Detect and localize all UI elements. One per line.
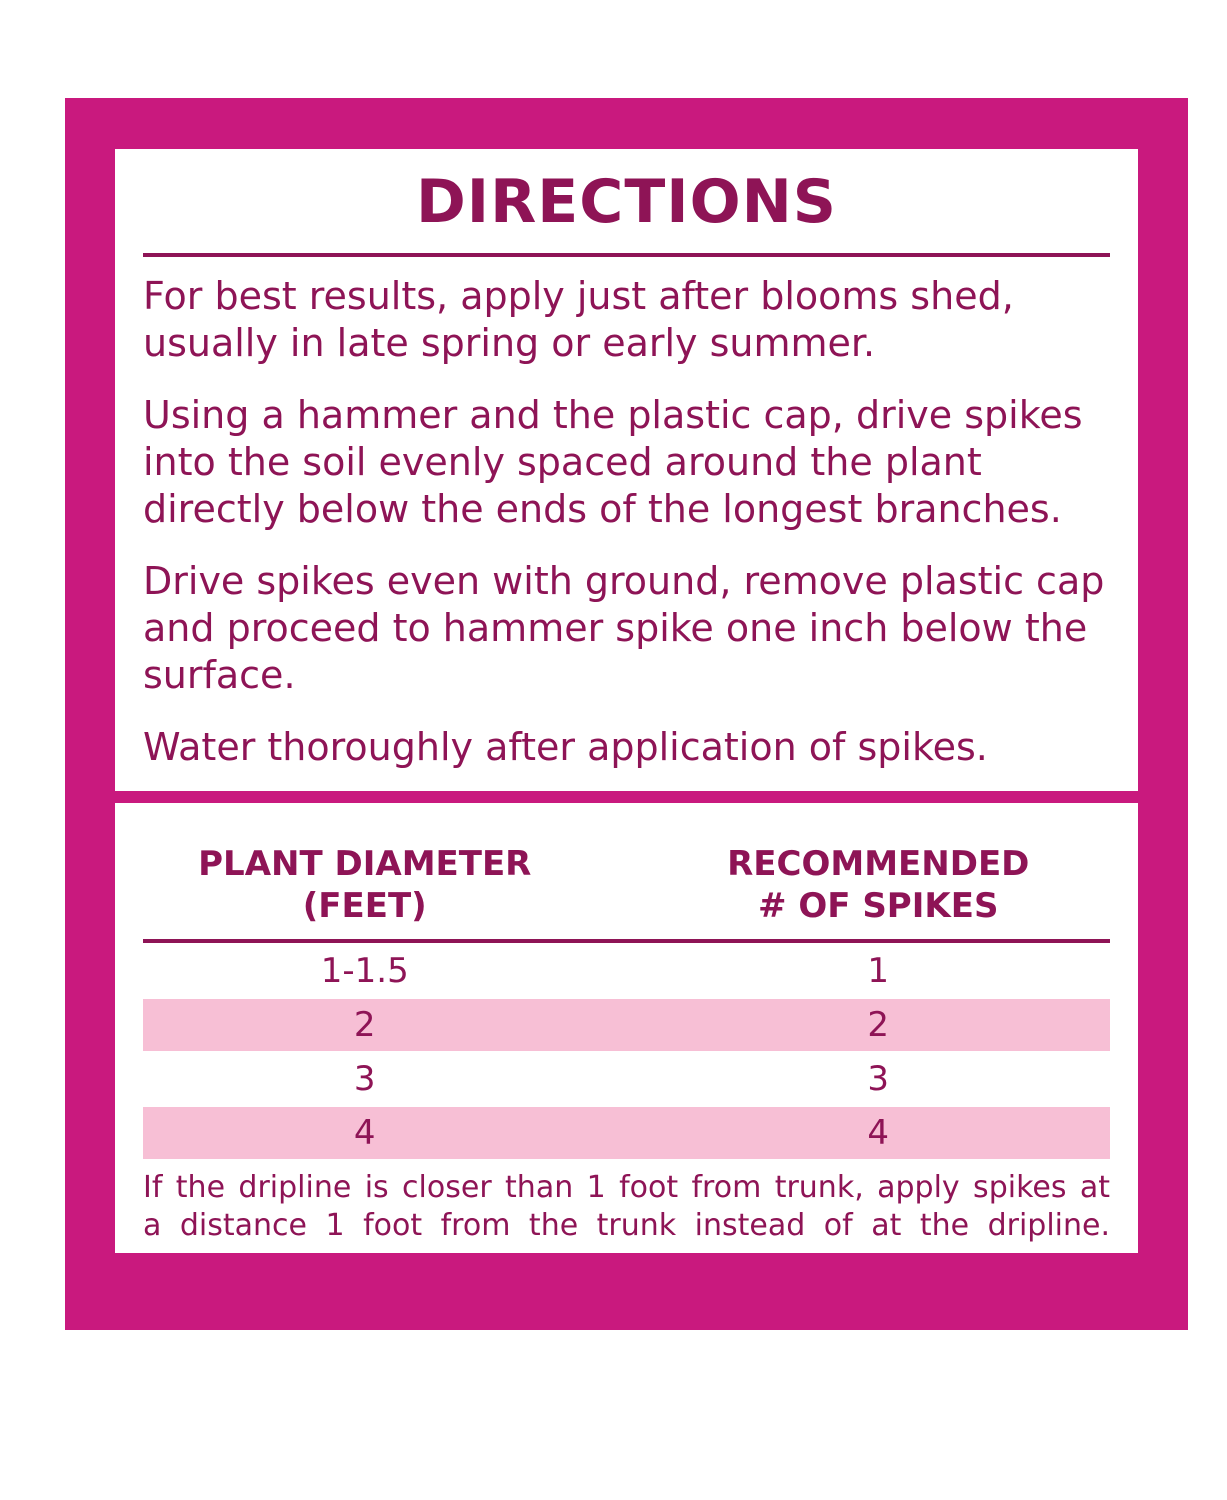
direction-line: Water thoroughly after application of spikes. [143, 725, 988, 769]
direction-line: directly below the ends of the longest branches. [143, 487, 1062, 531]
table-header [143, 843, 1110, 939]
direction-line: Using a hammer and the plastic cap, drive spikes [143, 393, 1083, 437]
direction-line: and proceed to hammer spike one inch below the [143, 606, 1088, 650]
header-recommended-spikes [627, 843, 1111, 939]
table-row [143, 945, 1110, 997]
header-line: RECOMMENDED [727, 844, 1030, 884]
title-divider [143, 253, 1110, 257]
table-row [143, 1107, 1110, 1159]
direction-line: surface. [143, 653, 296, 697]
directions-title: DIRECTIONS [415, 167, 838, 237]
direction-paragraph-4 [143, 724, 1110, 771]
footnote-line: a distance 1 foot from the trunk instead of at the dripline. [143, 1208, 1110, 1243]
spike-table-panel [115, 803, 1138, 1253]
footnote-line: If the dripline is closer than 1 foot from trunk, apply spikes at [143, 1170, 1110, 1205]
cell-spikes: 3 [867, 1059, 890, 1099]
cell-diameter: 3 [353, 1059, 376, 1099]
direction-line: usually in late spring or early summer. [143, 321, 876, 365]
cell-spikes: 1 [867, 951, 890, 991]
direction-line: For best results, apply just after blooms shed, [143, 274, 1014, 318]
header-line: PLANT DIAMETER [198, 844, 532, 884]
direction-line: into the soil evenly spaced around the plant [143, 440, 982, 484]
table-row [143, 999, 1110, 1051]
dripline-footnote [143, 1169, 1110, 1245]
cell-spikes: 2 [867, 1005, 890, 1045]
cell-diameter: 1-1.5 [320, 951, 409, 991]
direction-line: Drive spikes even with ground, remove plastic cap [143, 559, 1105, 603]
cell-diameter: 2 [353, 1005, 376, 1045]
cell-spikes: 4 [867, 1113, 890, 1153]
header-divider [143, 939, 1110, 943]
direction-paragraph-3 [143, 558, 1110, 699]
table-row [143, 1053, 1110, 1105]
direction-paragraph-2 [143, 392, 1110, 533]
spike-table [143, 843, 1110, 1245]
direction-paragraph-1 [143, 273, 1110, 367]
header-line: (FEET) [302, 886, 427, 926]
header-plant-diameter [143, 843, 627, 939]
cell-diameter: 4 [353, 1113, 376, 1153]
header-line: # OF SPIKES [758, 886, 999, 926]
directions-panel [115, 149, 1138, 791]
